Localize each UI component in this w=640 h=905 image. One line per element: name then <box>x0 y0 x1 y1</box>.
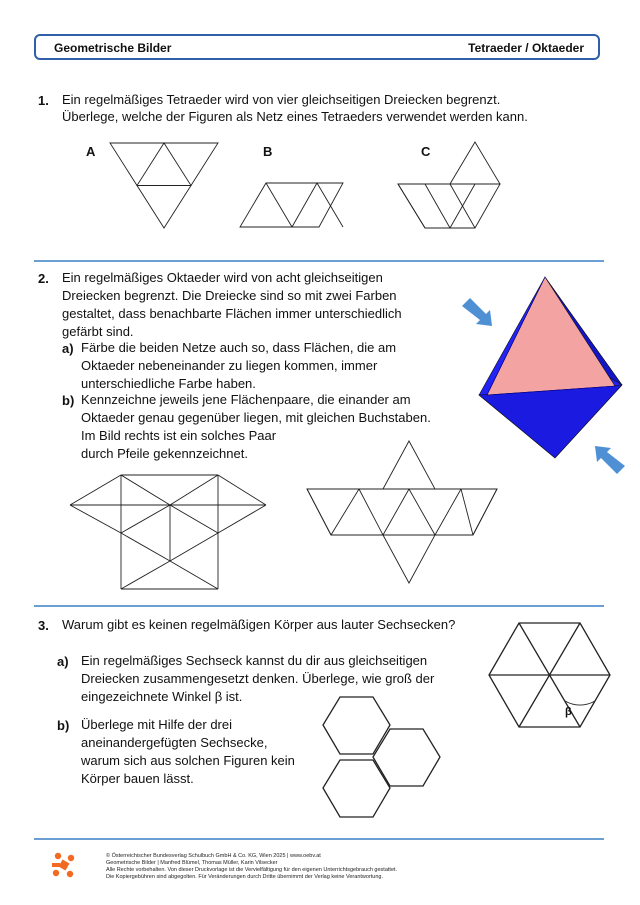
three-hexagons <box>323 697 440 817</box>
task1-label-a: A <box>86 144 96 159</box>
task3-b-line4: Körper bauen lässt. <box>81 771 194 786</box>
task2-intro-4: gefärbt sind. <box>62 324 134 339</box>
task1-label-c: C <box>421 144 431 159</box>
task2-intro-3: gestaltet, dass benachbarte Flächen immer unterschiedlich <box>62 306 402 321</box>
publisher-logo-icon <box>52 852 76 878</box>
subdivided-hexagon <box>489 623 610 727</box>
task2-intro-2: Dreiecken begrenzt. Die Dreiecke sind so mit zwei Farben <box>62 288 397 303</box>
task1-label-b: B <box>263 144 273 159</box>
beta-angle-label: β <box>565 706 572 718</box>
footer-line-3: Alle Rechte vorbehalten. Von dieser Druckvorlage ist die Vervielfältigung für den eigenen Unterrichtsgebrauch gestattet. <box>106 867 398 873</box>
header-title-right: Tetraeder / Oktaeder <box>468 41 584 55</box>
footer-line-4: Die Kopiergebühren sind abgegolten. Für Veränderungen durch Dritte übernimmt der Verlag keine Verantwortung. <box>106 874 384 880</box>
task2-intro-1: Ein regelmäßiges Oktaeder wird von acht gleichseitigen <box>62 270 383 285</box>
task3-question: Warum gibt es keinen regelmäßigen Körper aus lauter Sechsecken? <box>62 617 456 632</box>
footer-line-1: © Österreichischer Bundesverlag Schulbuch GmbH & Co. KG, Wien 2025 | www.oebv.at <box>106 853 321 859</box>
task3-b-line2: aneinandergefügten Sechsecke, <box>81 735 268 750</box>
footer-text <box>106 853 397 881</box>
task1-line1: Ein regelmäßiges Tetraeder wird von vier gleichseitigen Dreiecken begrenzt. <box>62 92 501 107</box>
task2-a-line2: Oktaeder nebeneinander zu liegen kommen, immer <box>81 358 378 373</box>
task2-b-line3: Im Bild rechts ist ein solches Paar <box>81 428 277 443</box>
task2-b-line2: Oktaeder genau gegenüber liegen, mit gleichen Buchstaben. <box>81 410 431 425</box>
task2-b-line4: durch Pfeile gekennzeichnet. <box>81 446 248 461</box>
task2-number: 2. <box>38 271 49 286</box>
header-title-left: Geometrische Bilder <box>54 41 172 55</box>
task3-b-label: b) <box>57 718 70 733</box>
task1-number: 1. <box>38 93 49 108</box>
footer-line-2: Geometrische Bilder | Manfred Blümel, Thomas Müller, Karin Vilsecker <box>106 860 278 866</box>
divider-3 <box>34 838 604 840</box>
task2-b-line1: Kennzeichne jeweils jene Flächenpaare, die einander am <box>81 392 411 407</box>
task2-a-label: a) <box>62 341 74 356</box>
task3-a-line3: eingezeichnete Winkel β ist. <box>81 689 243 704</box>
task3-a-line1: Ein regelmäßiges Sechseck kannst du dir aus gleichseitigen <box>81 653 428 668</box>
task1-line2: Überlege, welche der Figuren als Netz eines Tetraeders verwendet werden kann. <box>62 109 528 124</box>
task2-a-line3: unterschiedliche Farbe haben. <box>81 376 256 391</box>
task2-a-line1: Färbe die beiden Netze auch so, dass Flächen, die am <box>81 340 397 355</box>
task3-a-label: a) <box>57 654 69 669</box>
task2-b-label: b) <box>62 393 75 408</box>
task3-b-line3: warum sich aus solchen Figuren kein <box>81 753 295 768</box>
task3-number: 3. <box>38 618 49 633</box>
task3-a-line2: Dreiecken zusammengesetzt denken. Überlege, wie groß der <box>81 671 435 686</box>
task3-b-line1: Überlege mit Hilfe der drei <box>81 717 233 732</box>
